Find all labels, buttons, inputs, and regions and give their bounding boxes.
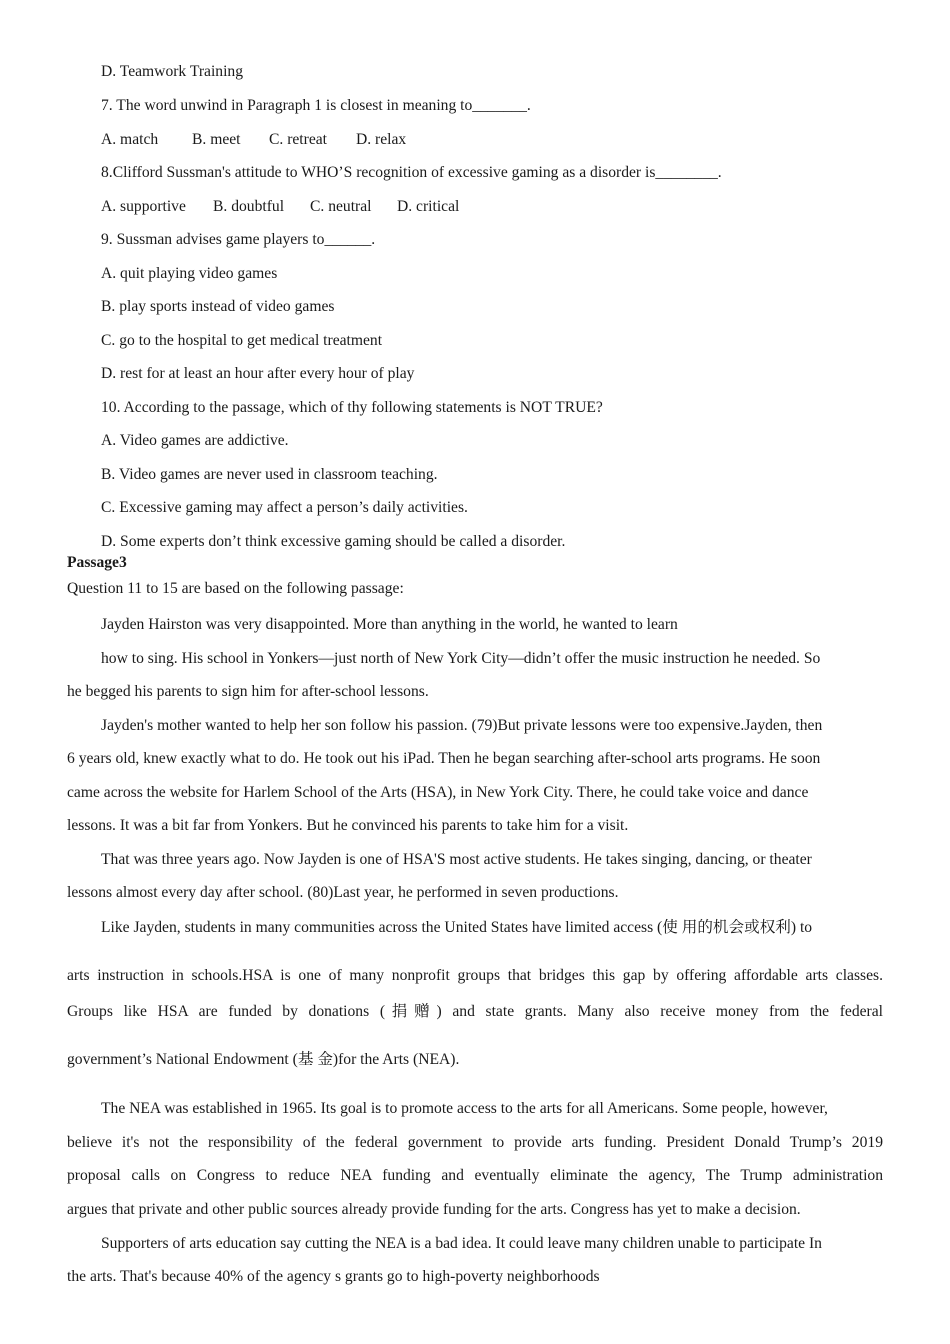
passage-line: Groups like HSA are funded by donations (捐赠) and state grants. Many also receive money from the federal xyxy=(67,1003,883,1020)
q9-option-d: D. rest for at least an hour after every hour of play xyxy=(101,365,415,382)
q10-option-a: A. Video games are addictive. xyxy=(101,432,289,449)
passage-line: lessons. It was a bit far from Yonkers. But he convinced his parents to take him for a visit. xyxy=(67,817,629,834)
q10-option-b: B. Video games are never used in classroom teaching. xyxy=(101,466,438,483)
q7-option-a: A. match xyxy=(101,131,159,148)
q7-stem: 7. The word unwind in Paragraph 1 is closest in meaning to_______. xyxy=(101,97,531,114)
passage-line: proposal calls on Congress to reduce NEA funding and eventually eliminate the agency, The Trump administration xyxy=(67,1167,883,1184)
q9-option-b: B. play sports instead of video games xyxy=(101,298,335,315)
passage-line: he begged his parents to sign him for after-school lessons. xyxy=(67,683,429,700)
passage-line: arts instruction in schools.HSA is one of many nonprofit groups that bridges this gap by offering affordable arts classes. xyxy=(67,967,883,984)
q8-options xyxy=(101,197,459,217)
q7-option-c: C. retreat xyxy=(269,131,328,148)
passage-line: Jayden Hairston was very disappointed. More than anything in the world, he wanted to learn xyxy=(101,616,678,633)
q9-option-a: A. quit playing video games xyxy=(101,265,278,282)
q8-stem: 8.Clifford Sussman's attitude to WHO’S recognition of excessive gaming as a disorder is________. xyxy=(101,164,722,181)
q9-option-c: C. go to the hospital to get medical treatment xyxy=(101,332,383,349)
passage-line: how to sing. His school in Yonkers—just north of New York City—didn’t offer the music instruction he needed. So xyxy=(101,650,821,667)
passage-line: the arts. That's because 40% of the agency s grants go to high-poverty neighborhoods xyxy=(67,1268,600,1285)
q7-option-b: B. meet xyxy=(192,131,241,148)
q10-option-d: D. Some experts don’t think excessive gaming should be called a disorder. xyxy=(101,533,566,550)
passage-line: Supporters of arts education say cutting the NEA is a bad idea. It could leave many children unable to participate In xyxy=(101,1235,822,1252)
passage-line: believe it's not the responsibility of the federal government to provide arts funding. President Donald Trump’s 2019 xyxy=(67,1134,883,1151)
passage-line: 6 years old, knew exactly what to do. He took out his iPad. Then he began searching after-school arts programs. He soon xyxy=(67,750,821,767)
passage-line: That was three years ago. Now Jayden is one of HSA'S most active students. He takes singing, dancing, or theater xyxy=(101,851,812,868)
q6-option-d: D. Teamwork Training xyxy=(101,63,243,80)
q7-option-d: D. relax xyxy=(356,131,407,148)
passage-line: lessons almost every day after school. (80)Last year, he performed in seven productions. xyxy=(67,884,619,901)
q8-option-c: C. neutral xyxy=(310,198,372,215)
passage-line: Like Jayden, students in many communities across the United States have limited access (使 用的机会或权利) to xyxy=(101,919,813,936)
q8-option-b: B. doubtful xyxy=(213,198,285,215)
passage-line: Jayden's mother wanted to help her son follow his passion. (79)But private lessons were too expensive.Jayden, then xyxy=(101,717,823,734)
passage-intro: Question 11 to 15 are based on the following passage: xyxy=(67,580,404,597)
passage-line: government’s National Endowment (基 金)for the Arts (NEA). xyxy=(67,1051,460,1068)
q8-option-d: D. critical xyxy=(397,198,460,215)
q10-stem: 10. According to the passage, which of thy following statements is NOT TRUE? xyxy=(101,399,603,416)
passage-line: The NEA was established in 1965. Its goal is to promote access to the arts for all Americans. Some people, however, xyxy=(101,1100,828,1117)
passage-heading: Passage3 xyxy=(67,554,127,571)
q10-option-c: C. Excessive gaming may affect a person’s daily activities. xyxy=(101,499,468,516)
q9-stem: 9. Sussman advises game players to______. xyxy=(101,231,376,248)
passage-line: argues that private and other public sources already provide funding for the arts. Congress has yet to make a decision. xyxy=(67,1201,801,1218)
q8-option-a: A. supportive xyxy=(101,198,186,215)
passage-line: came across the website for Harlem School of the Arts (HSA), in New York City. There, he could take voice and dance xyxy=(67,784,809,801)
q7-options xyxy=(101,130,406,150)
